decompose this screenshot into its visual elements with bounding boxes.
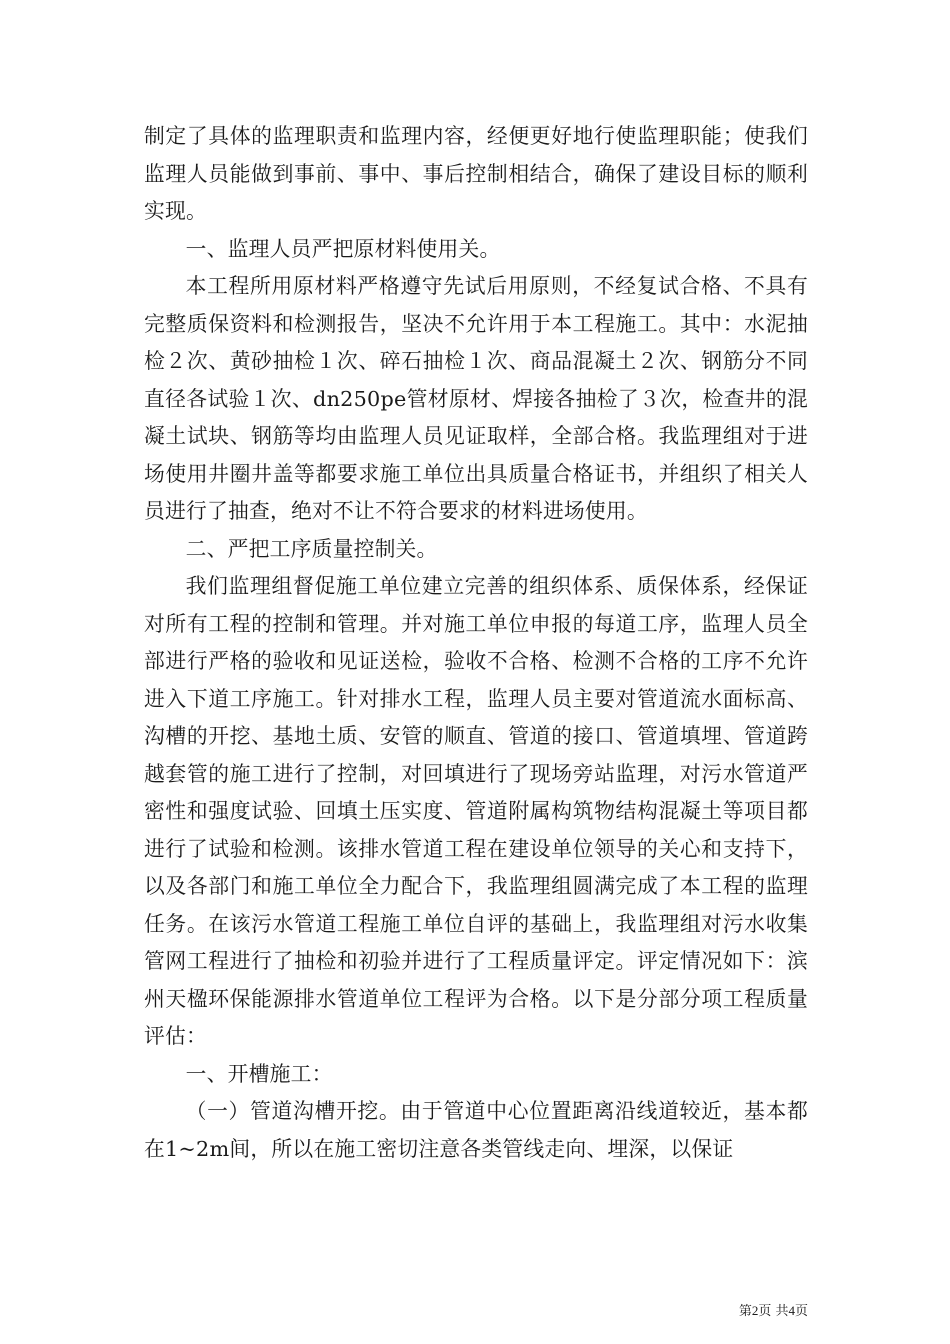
footer-middle: 页 共 xyxy=(758,1304,789,1319)
footer-current-page: 2 xyxy=(751,1303,759,1318)
page-footer xyxy=(0,1303,808,1320)
document-body xyxy=(144,118,808,1168)
paragraph-raw-materials: 本工程所用原材料严格遵守先试后用原则，不经复试合格、不具有完整质保资料和检测报告，坚决不允许用于本工程施工。其中：水泥抽检２次、黄砂抽检１次、碎石抽检１次、商品混凝土２次、钢筋分不同直径各试验１次、dn250pe管材原材、焊接各抽检了３次，检查井的混凝土试块、钢筋等均由监理人员见证取样，全部合格。我监理组对于进场使用井圈井盖等都要求施工单位出具质量合格证书，并组织了相关人员进行了抽查，绝对不让不符合要求的材料进场使用。 xyxy=(144,274,808,523)
heading-trench-construction: 一、开槽施工： xyxy=(185,1061,333,1086)
footer-suffix: 页 xyxy=(794,1304,808,1319)
footer-prefix: 第 xyxy=(738,1304,752,1319)
heading-raw-materials: 一、监理人员严把原材料使用关。 xyxy=(185,236,501,261)
paragraph-trench-excavation: （一）管道沟槽开挖。由于管道中心位置距离沿线道较近，基本都在1~2m间，所以在施工密切注意各类管线走向、埋深，以保证 xyxy=(144,1099,808,1161)
footer-total-pages: 4 xyxy=(788,1303,795,1318)
paragraph-intro-continued: 制定了具体的监理职责和监理内容，经便更好地行使监理职能；使我们监理人员能做到事前、事中、事后控制相结合，确保了建设目标的顺利实现。 xyxy=(144,124,808,223)
paragraph-process-quality: 我们监理组督促施工单位建立完善的组织体系、质保体系，经保证对所有工程的控制和管理。并对施工单位申报的每道工序，监理人员全部进行严格的验收和见证送检，验收不合格、检测不合格的工序不允许进入下道工序施工。针对排水工程，监理人员主要对管道流水面标高、沟槽的开挖、基地土质、安管的顺直、管道的接口、管道填埋、管道跨越套管的施工进行了控制，对回填进行了现场旁站监理，对污水管道严密性和强度试验、回填土压实度、管道附属构筑物结构混凝土等项目都进行了试验和检测。该排水管道工程在建设单位领导的关心和支持下，以及各部门和施工单位全力配合下，我监理组圆满完成了本工程的监理任务。在该污水管道工程施工单位自评的基础上，我监理组对污水收集管网工程进行了抽检和初验并进行了工程质量评定。评定情况如下：滨州天楹环保能源排水管道单位工程评为合格。以下是分部分项工程质量评估： xyxy=(144,574,808,1048)
heading-process-quality: 二、严把工序质量控制关。 xyxy=(185,536,438,561)
